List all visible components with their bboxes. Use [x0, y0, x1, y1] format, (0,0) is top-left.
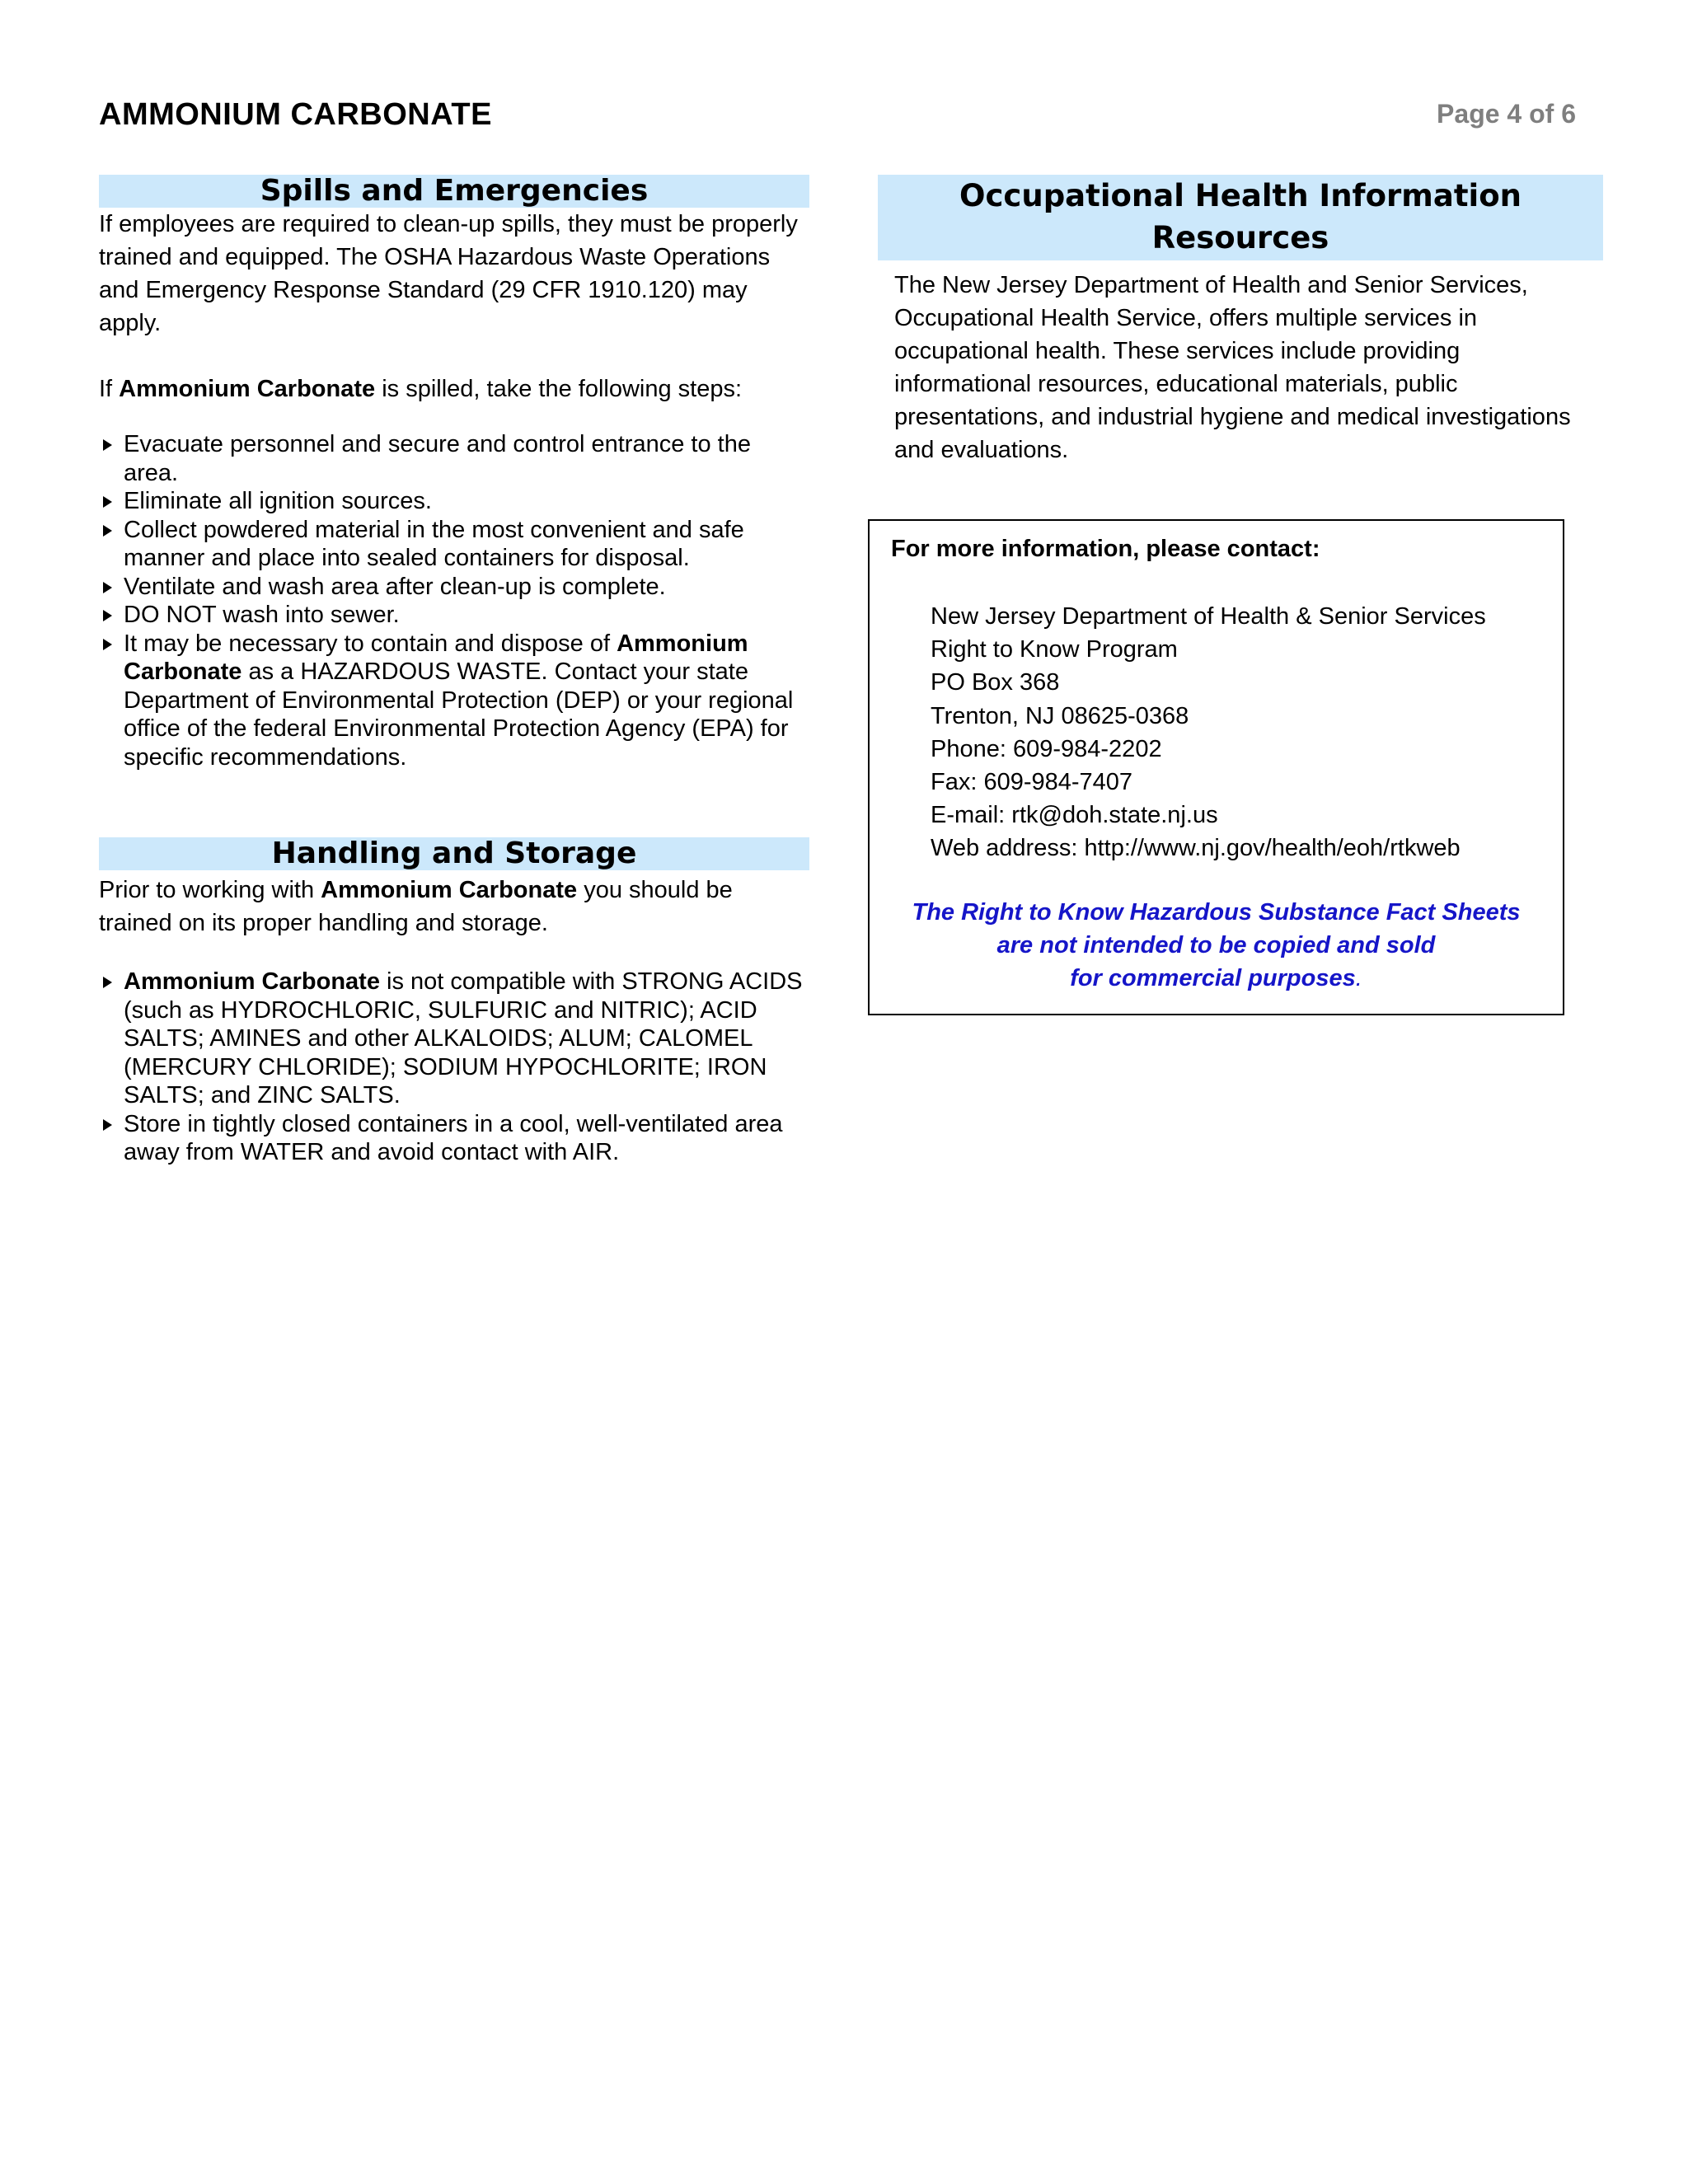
bullet-triangle-icon [103, 639, 112, 650]
list-item: DO NOT wash into sewer. [99, 601, 809, 630]
contact-phone: Phone: 609-984-2202 [931, 735, 1162, 762]
spills-intro: If employees are required to clean-up spills, they must be properly trained and equipped. The OSHA Hazardous Waste Operations and Emergency Response Standard (29 CFR 1910.120) may apply. [99, 211, 798, 336]
bullet-triangle-icon [103, 977, 112, 988]
spills-heading: Spills and Emergencies [99, 175, 809, 208]
ohir-heading: Occupational Health Information Resources [878, 175, 1603, 260]
right-column [878, 175, 1603, 466]
contact-line: PO Box 368 [931, 669, 1060, 696]
list-item: Evacuate personnel and secure and control entrance to the area. [99, 430, 809, 487]
contact-box [868, 519, 1564, 1015]
contact-heading: For more information, please contact: [891, 536, 1320, 562]
contact-line: New Jersey Department of Health & Senior Services [931, 603, 1486, 630]
handling-list [99, 968, 809, 1167]
contact-address [931, 600, 1486, 865]
contact-email: E-mail: rtk@doh.state.nj.us [931, 802, 1218, 829]
contact-web-address: Web address: http://www.nj.gov/health/eoh/rtkweb [931, 835, 1461, 862]
list-item: It may be necessary to contain and dispose of Ammonium Carbonate as a HAZARDOUS WASTE. Contact your state Department of Environmental Protection (DEP) or your regional office of the federal Environmental Protection Agency (EPA) for specific recommendations. [99, 630, 809, 772]
ohir-body: The New Jersey Department of Health and Senior Services, Occupational Health Service, offers multiple services in occupational health. These services include providing informational resources, educational materials, public presentations, and industrial hygiene and medical investigations and evaluations. [894, 272, 1571, 463]
bullet-triangle-icon [103, 610, 112, 621]
handling-intro: Prior to working with Ammonium Carbonate you should be trained on its proper handling and storage. [99, 877, 733, 936]
list-item: Collect powdered material in the most convenient and safe manner and place into sealed containers for disposal. [99, 516, 809, 573]
list-item: Eliminate all ignition sources. [99, 487, 809, 516]
list-item: Store in tightly closed containers in a cool, well-ventilated area away from WATER and avoid contact with AIR. [99, 1110, 809, 1167]
page-number: Page 4 of 6 [1437, 99, 1576, 129]
contact-line: Trenton, NJ 08625-0368 [931, 702, 1189, 729]
list-item: Ammonium Carbonate is not compatible with STRONG ACIDS (such as HYDROCHLORIC, SULFURIC and NITRIC); ACID SALTS; AMINES and other ALKALOIDS; ALUM; CALOMEL (MERCURY CHLORIDE); SODIUM HYPOCHLORITE; IRON SALTS; and ZINC SALTS. [99, 968, 809, 1110]
bullet-triangle-icon [103, 496, 112, 508]
bullet-triangle-icon [103, 439, 112, 451]
spills-lead: If Ammonium Carbonate is spilled, take the following steps: [99, 376, 743, 402]
left-column [99, 175, 809, 1167]
bullet-triangle-icon [103, 1119, 112, 1131]
handling-heading: Handling and Storage [99, 837, 809, 870]
contact-line: Right to Know Program [931, 636, 1178, 663]
spill-steps-list [99, 430, 809, 771]
contact-fax: Fax: 609-984-7407 [931, 769, 1133, 796]
bullet-triangle-icon [103, 525, 112, 537]
document-title: AMMONIUM CARBONATE [99, 97, 492, 132]
copyright-notice: The Right to Know Hazardous Substance Fact Sheets are not intended to be copied and sold for commercial purposes. [912, 899, 1521, 991]
bullet-triangle-icon [103, 582, 112, 593]
list-item: Ventilate and wash area after clean-up is complete. [99, 573, 809, 602]
